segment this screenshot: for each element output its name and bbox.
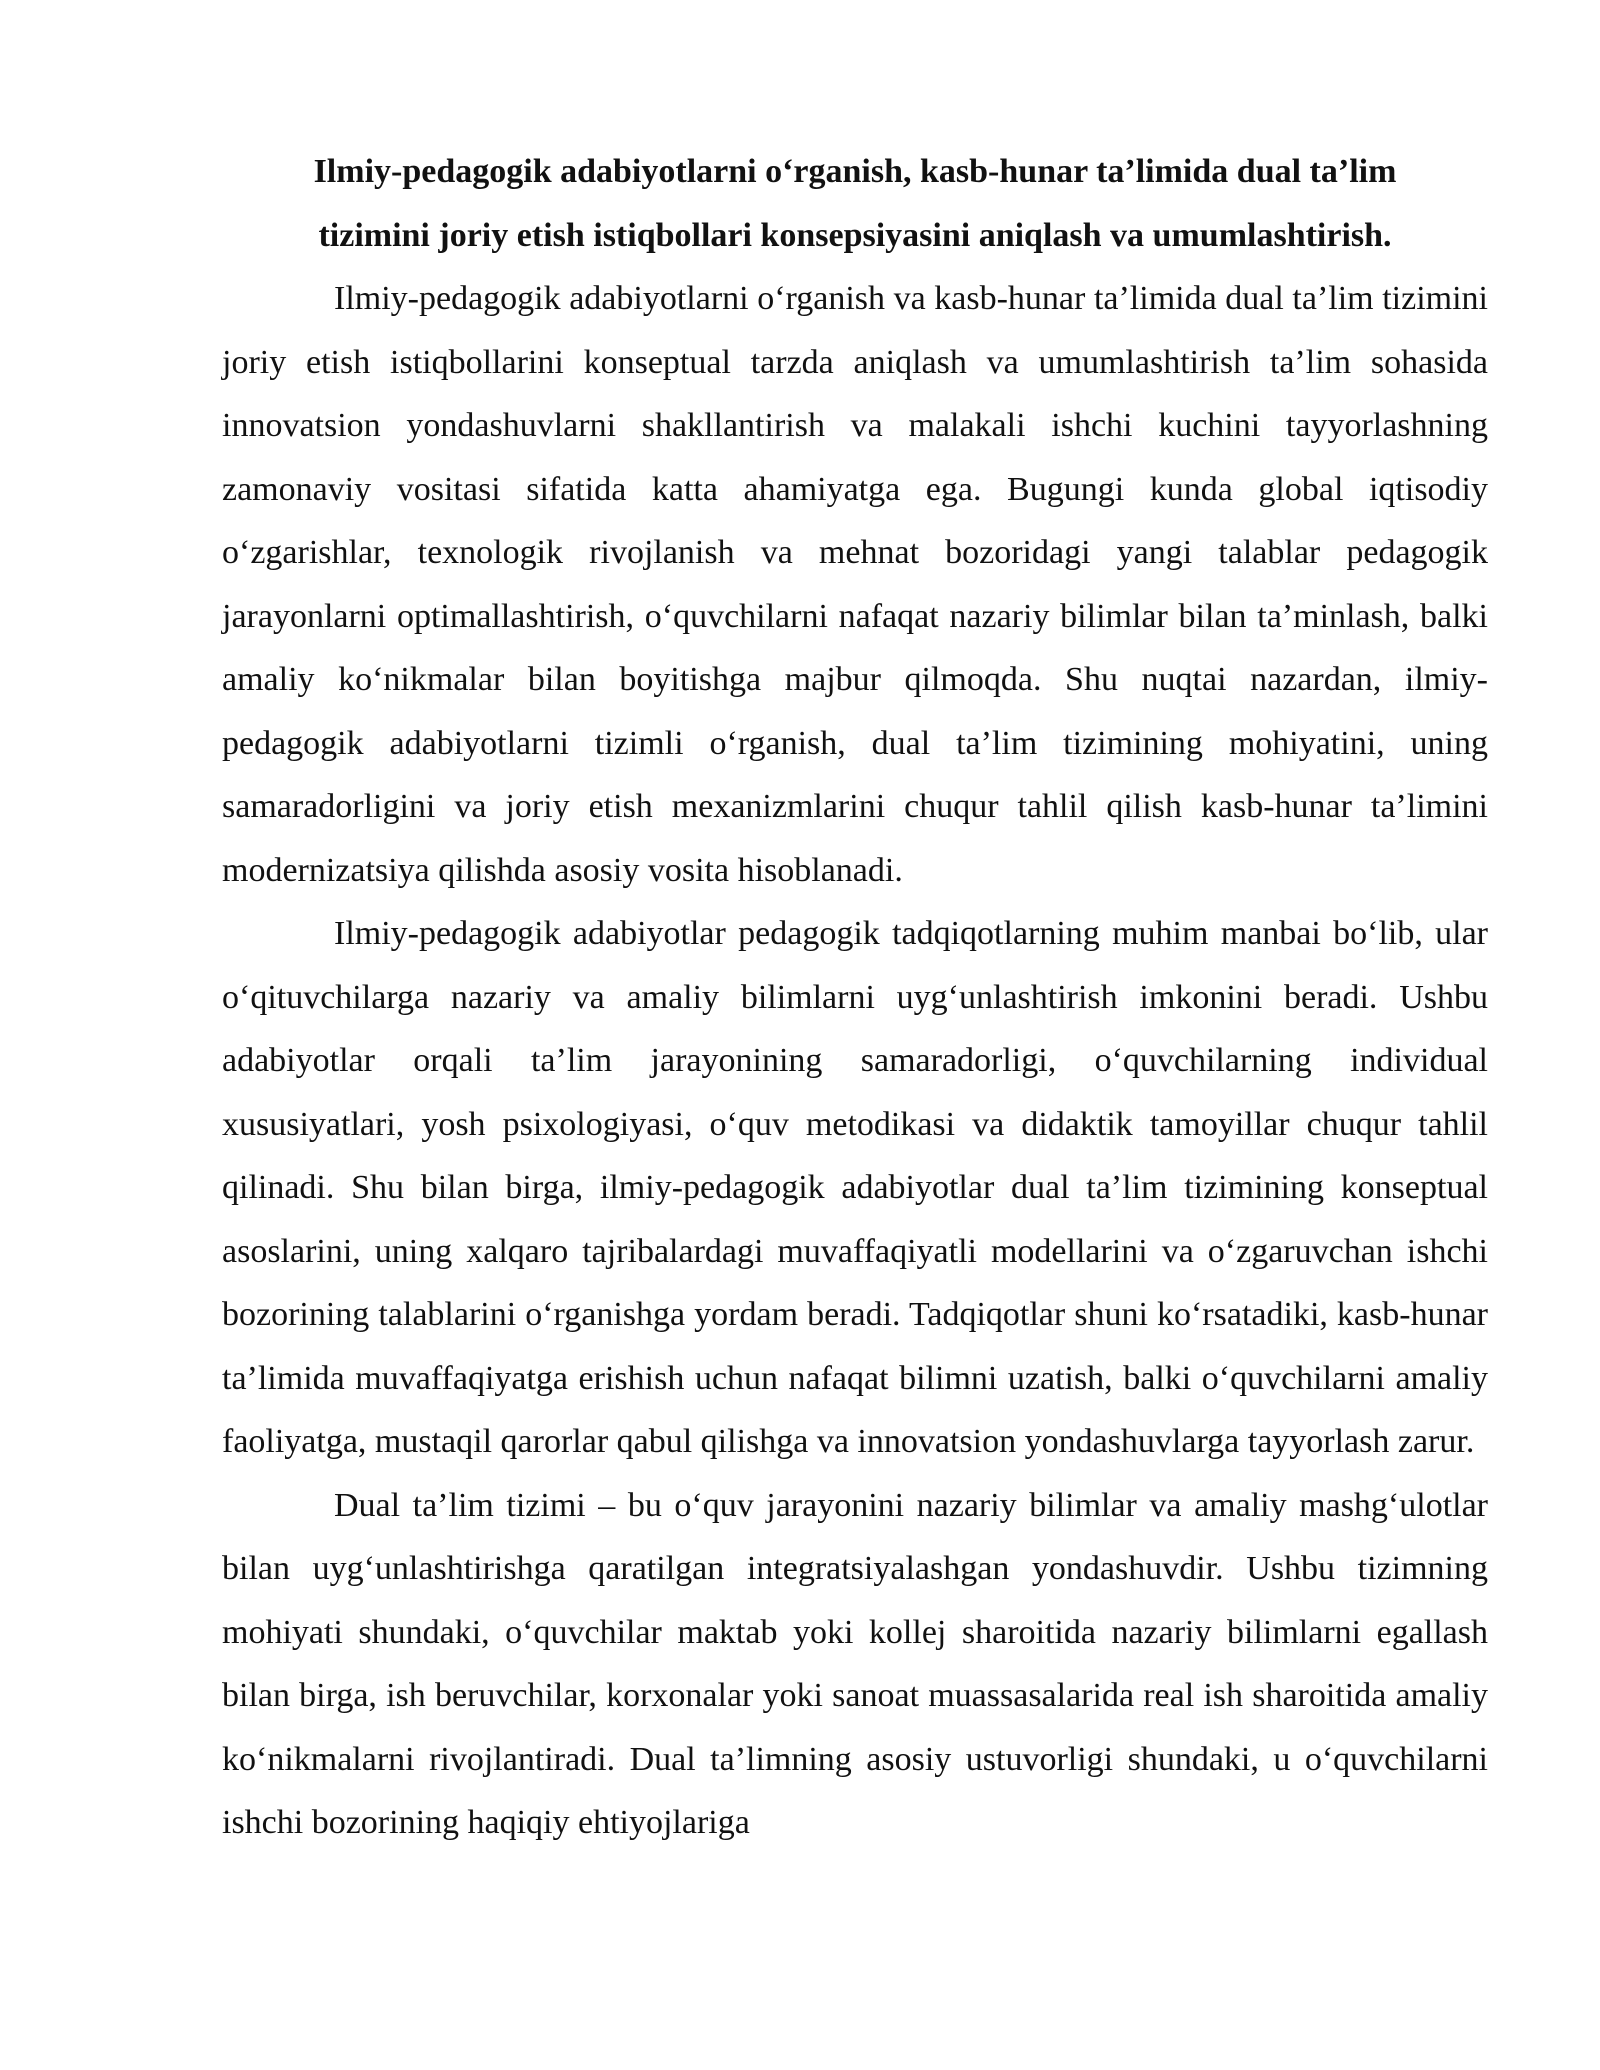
paragraph-1: Ilmiy-pedagogik adabiyotlarni o‘rganish va kasb-hunar ta’limida dual ta’lim tizimini joriy etish istiqbollarini konseptual tarzda aniqlash va umumlashtirish ta’lim sohasida innovatsion yondashuvlarni shakllantirish va malakali ishchi kuchini tayyorlashning zamonaviy vositasi sifatida katta ahamiyatga ega. Bugungi kunda global iqtisodiy o‘zgarishlar, texnologik rivojlanish va mehnat bozoridagi yangi talablar pedagogik jarayonlarni optimallashtirish, o‘quvchilarni nafaqat nazariy bilimlar bilan ta’minlash, balki amaliy ko‘nikmalar bilan boyitishga majbur qilmoqda. Shu nuqtai nazardan, ilmiy-pedagogik adabiyotlarni tizimli o‘rganish, dual ta’lim tizimining mohiyatini, uning samaradorligini va joriy etish mexanizmlarini chuqur tahlil qilish kasb-hunar ta’limini modernizatsiya qilishda asosiy vosita hisoblanadi.	[222, 280, 1488, 889]
title-line-1: Ilmiy-pedagogik adabiyotlarni o‘rganish, kasb-hunar ta’limida dual ta’lim	[313, 153, 1397, 190]
paragraph-2: Ilmiy-pedagogik adabiyotlar pedagogik tadqiqotlarning muhim manbai bo‘lib, ular o‘qituvchilarga nazariy va amaliy bilimlarni uyg‘unlashtirish imkonini beradi. Ushbu adabiyotlar orqali ta’lim jarayonining samaradorligi, o‘quvchilarning individual xususiyatlari, yosh psixologiyasi, o‘quv metodikasi va didaktik tamoyillar chuqur tahlil qilinadi. Shu bilan birga, ilmiy-pedagogik adabiyotlar dual ta’lim tizimining konseptual asoslarini, uning xalqaro tajribalardagi muvaffaqiyatli modellarini va o‘zgaruvchan ishchi bozorining talablarini o‘rganishga yordam beradi. Tadqiqotlar shuni ko‘rsatadiki, kasb-hunar ta’limida muvaffaqiyatga erishish uchun nafaqat bilimni uzatish, balki o‘quvchilarni amaliy faoliyatga, mustaqil qarorlar qabul qilishga va innovatsion yondashuvlarga tayyorlash zarur.	[222, 915, 1488, 1460]
title-line-2: tizimini joriy etish istiqbollari konsepsiyasini aniqlash va umumlashtirish.	[318, 216, 1392, 254]
document-page	[222, 140, 1488, 1855]
paragraph-3: Dual ta’lim tizimi – bu o‘quv jarayonini nazariy bilimlar va amaliy mashg‘ulotlar bilan uyg‘unlashtirishga qaratilgan integratsiyalashgan yondashuvdir. Ushbu tizimning mohiyati shundaki, o‘quvchilar maktab yoki kollej sharoitida nazariy bilimlarni egallash bilan birga, ish beruvchilar, korxonalar yoki sanoat muassasalarida real ish sharoitida amaliy ko‘nikmalarni rivojlantiradi. Dual ta’limning asosiy ustuvorligi shundaki, u o‘quvchilarni ishchi bozorining haqiqiy ehtiyojlariga	[222, 1486, 1488, 1841]
document-title	[222, 140, 1488, 267]
